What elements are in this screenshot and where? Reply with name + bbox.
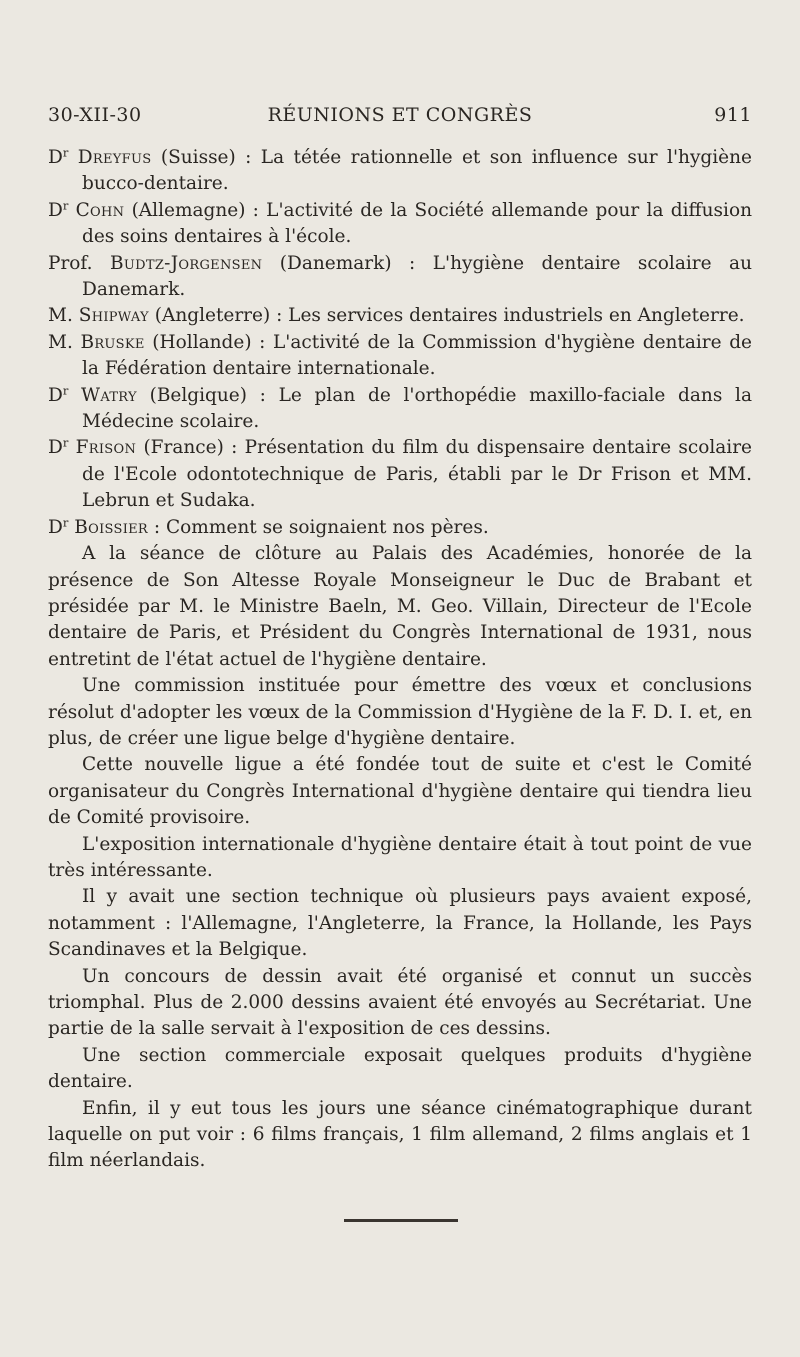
paragraph: Il y avait une section technique où plusieurs pays avaient exposé, notamment : l'Allemagne, l'Angleterre, la France, la Hollande, les Pays Scandinaves et la Belgique.	[48, 886, 752, 961]
entry-text: (Belgique) : Le plan de l'orthopédie maxillo-faciale dans la Médecine scolaire.	[82, 384, 752, 433]
entry-text: (Hollande) : L'activité de la Commission d'hygiène dentaire de la Fédération dentaire internationale.	[82, 331, 752, 380]
entry-title: D	[48, 384, 63, 406]
program-entry	[48, 198, 752, 251]
paragraph: Un concours de dessin avait été organisé et connut un succès triomphal. Plus de 2.000 dessins avaient été envoyés au Secrétariat. Une partie de la salle servait à l'exposition de ces dessins.	[48, 965, 752, 1040]
paragraph: Cette nouvelle ligue a été fondée tout de suite et c'est le Comité organisateur du Congrès International d'hygiène dentaire qui tiendra lieu de Comité provisoire.	[48, 754, 752, 829]
entry-title-superscript: r	[62, 383, 69, 398]
page-number: 911	[714, 104, 752, 126]
entry-title-superscript: r	[62, 198, 69, 213]
header-date: 30-XII-30	[48, 104, 142, 126]
body-text	[48, 145, 752, 1175]
entry-title: M.	[48, 331, 73, 353]
paragraph: A la séance de clôture au Palais des Académies, honorée de la présence de Son Altesse Royale Monseigneur le Duc de Brabant et présidée par M. le Ministre Baeln, M. Geo. Villain, Directeur de l'Ecole dentaire de Paris, et Président du Congrès International de 1931, nous entretint de l'état actuel de l'hygiène dentaire.	[48, 543, 752, 670]
entry-title: D	[48, 516, 63, 538]
paragraph: Une commission instituée pour émettre des vœux et conclusions résolut d'adopter les vœux de la Commission d'Hygiène de la F. D. I. et, en plus, de créer une ligue belge d'hygiène dentaire.	[48, 675, 752, 749]
entry-title: D	[48, 437, 63, 459]
entry-text: (Suisse) : La tétée rationnelle et son influence sur l'hygiène bucco-dentaire.	[82, 147, 752, 195]
speaker-name: Dreyfus	[77, 147, 152, 168]
program-entry	[48, 383, 752, 436]
speaker-name: Bruske	[80, 331, 145, 353]
entry-title: D	[48, 199, 63, 221]
paragraph: L'exposition internationale d'hygiène dentaire était à tout point de vue très intéressante.	[48, 833, 752, 881]
entry-title-superscript: r	[62, 515, 69, 530]
speaker-name: Cohn	[75, 199, 125, 221]
entry-title: D	[48, 147, 63, 168]
program-entry	[48, 303, 752, 329]
program-entry	[48, 251, 752, 304]
entry-text: (Angleterre) : Les services dentaires industriels en Angleterre.	[148, 305, 745, 327]
program-entry	[48, 435, 752, 514]
program-entry	[48, 145, 752, 198]
entry-title: M.	[48, 305, 73, 327]
entry-title-superscript: r	[62, 436, 69, 451]
program-entry	[48, 330, 752, 383]
header-title: RÉUNIONS ET CONGRÈS	[267, 104, 533, 126]
program-entry	[48, 515, 752, 541]
paragraph: Enfin, il y eut tous les jours une séance cinématographique durant laquelle on put voir : 6 films français, 1 film allemand, 2 films anglais et 1 film néerlandais.	[48, 1097, 752, 1172]
speaker-name: Budtz-Jorgensen	[109, 252, 263, 274]
entry-title: Prof.	[48, 252, 93, 274]
section-end-rule	[344, 1219, 458, 1222]
speaker-name: Watry	[81, 384, 137, 406]
entry-text: : Comment se soignaient nos pères.	[148, 516, 489, 538]
speaker-name: Shipway	[78, 305, 149, 327]
speaker-name: Frison	[75, 437, 137, 459]
entry-text: (Danemark) : L'hygiène dentaire scolaire au Danemark.	[82, 252, 752, 301]
paragraph: Une section commerciale exposait quelques produits d'hygiène dentaire.	[48, 1044, 752, 1093]
running-header	[48, 104, 752, 130]
entry-text: (France) : Présentation du film du dispensaire dentaire scolaire de l'Ecole odontotechnique de Paris, établi par le Dr Frison et MM. Lebrun et Sudaka.	[82, 437, 752, 512]
speaker-name: Boissier	[74, 516, 149, 538]
entry-title-superscript: r	[62, 145, 69, 160]
entry-text: (Allemagne) : L'activité de la Société allemande pour la diffusion des soins dentaires à l'école.	[82, 199, 753, 248]
